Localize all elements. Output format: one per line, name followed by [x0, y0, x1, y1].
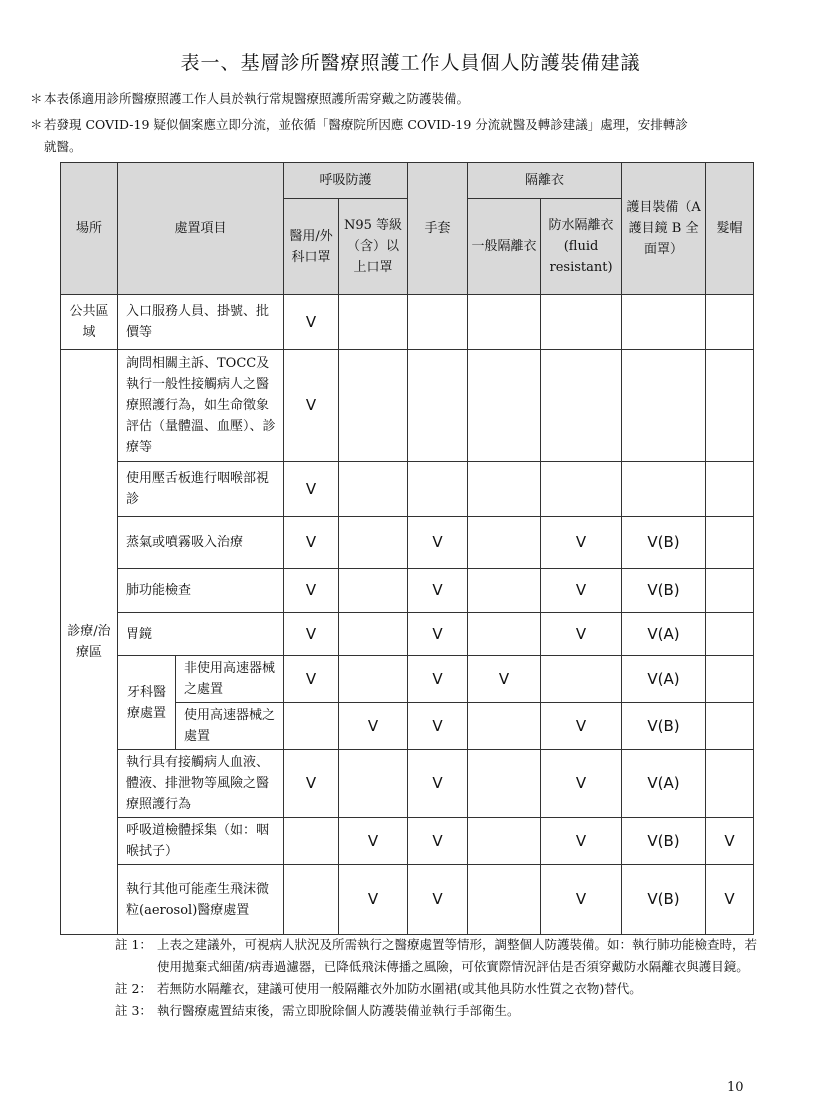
cell-gown-waterproof: V	[541, 865, 622, 935]
cell-n95	[339, 350, 408, 462]
cell-gloves: V	[408, 703, 468, 750]
cell-eye: V(B)	[622, 517, 706, 569]
cell-gown-waterproof	[541, 295, 622, 350]
footnote-1	[115, 934, 765, 978]
cell-gown-waterproof	[541, 350, 622, 462]
cell-n95	[339, 517, 408, 569]
cell-gown-waterproof	[541, 462, 622, 517]
footnotes	[115, 934, 765, 1022]
cell-gown-general	[468, 703, 541, 750]
cell-gown-general	[468, 350, 541, 462]
dental-group: 牙科醫療處置	[118, 656, 176, 750]
cell-gown-general	[468, 462, 541, 517]
cell-n95	[339, 569, 408, 613]
procedure-label: 執行其他可能產生飛沫微粒(aerosol)醫療處置	[118, 865, 284, 935]
ppe-table	[60, 162, 754, 935]
cell-mask: V	[284, 350, 339, 462]
cell-mask: V	[284, 613, 339, 656]
cell-n95: V	[339, 703, 408, 750]
cell-gloves: V	[408, 865, 468, 935]
header-location: 場所	[61, 163, 118, 295]
cell-gloves	[408, 350, 468, 462]
cell-eye: V(B)	[622, 569, 706, 613]
location-treatment: 診療/治療區	[61, 350, 118, 935]
cell-n95	[339, 462, 408, 517]
cell-cap	[706, 569, 754, 613]
footnote-label: 註 2：	[115, 981, 152, 996]
cell-n95	[339, 750, 408, 818]
footnote-2	[115, 978, 765, 1000]
header-n95: N95 等級（含）以上口罩	[339, 199, 408, 295]
cell-eye: V(A)	[622, 656, 706, 703]
cell-cap	[706, 613, 754, 656]
note-1-text: 本表係適用診所醫療照護工作人員於執行常規醫療照護所需穿戴之防護裝備。	[44, 91, 470, 106]
cell-eye: V(B)	[622, 818, 706, 865]
cell-eye	[622, 462, 706, 517]
cell-eye	[622, 350, 706, 462]
cell-n95	[339, 295, 408, 350]
bullet-star: ＊	[30, 91, 43, 106]
cell-n95: V	[339, 818, 408, 865]
cell-eye: V(A)	[622, 613, 706, 656]
procedure-label: 使用壓舌板進行咽喉部視診	[118, 462, 284, 517]
procedure-label: 蒸氣或噴霧吸入治療	[118, 517, 284, 569]
cell-mask: V	[284, 295, 339, 350]
cell-mask: V	[284, 462, 339, 517]
cell-gown-general	[468, 517, 541, 569]
cell-n95	[339, 613, 408, 656]
note-1	[30, 88, 469, 110]
cell-gown-general	[468, 818, 541, 865]
cell-gown-waterproof: V	[541, 750, 622, 818]
cell-gloves	[408, 462, 468, 517]
cell-mask: V	[284, 569, 339, 613]
cell-gown-waterproof: V	[541, 703, 622, 750]
page-title: 表一、基層診所醫療照護工作人員個人防護裝備建議	[180, 52, 641, 74]
cell-mask: V	[284, 517, 339, 569]
header-gown: 隔離衣	[468, 163, 622, 199]
location-public: 公共區域	[61, 295, 118, 350]
cell-gown-general: V	[468, 656, 541, 703]
cell-gloves: V	[408, 750, 468, 818]
header-surgical-mask: 醫用/外科口罩	[284, 199, 339, 295]
cell-gloves: V	[408, 613, 468, 656]
header-eye: 護目裝備（A 護目鏡 B 全面罩）	[622, 163, 706, 295]
note-2	[30, 114, 805, 158]
cell-gown-general	[468, 295, 541, 350]
cell-gloves: V	[408, 818, 468, 865]
procedure-label: 入口服務人員、掛號、批價等	[118, 295, 284, 350]
cell-gown-general	[468, 569, 541, 613]
footnote-label: 註 3：	[115, 1003, 152, 1018]
header-gloves: 手套	[408, 163, 468, 295]
procedure-label: 呼吸道檢體採集（如：咽喉拭子）	[118, 818, 284, 865]
cell-n95: V	[339, 865, 408, 935]
note-2-continuation: 就醫。	[44, 139, 82, 154]
header-gown-general: 一般隔離衣	[468, 199, 541, 295]
cell-mask: V	[284, 750, 339, 818]
cell-cap	[706, 750, 754, 818]
procedure-label: 肺功能檢查	[118, 569, 284, 613]
cell-gloves	[408, 295, 468, 350]
cell-eye	[622, 295, 706, 350]
cell-eye: V(B)	[622, 703, 706, 750]
cell-mask	[284, 818, 339, 865]
cell-mask	[284, 865, 339, 935]
footnote-label: 註 1：	[115, 937, 152, 952]
cell-gloves: V	[408, 517, 468, 569]
header-gown-waterproof: 防水隔離衣 (fluid resistant)	[541, 199, 622, 295]
procedure-label: 使用高速器械之處置	[176, 703, 284, 750]
cell-gown-waterproof: V	[541, 517, 622, 569]
cell-gown-general	[468, 613, 541, 656]
procedure-label: 胃鏡	[118, 613, 284, 656]
note-2-text: 若發現 COVID-19 疑似個案應立即分流，並依循「醫療院所因應 COVID-19 分流就醫及轉診建議」處理，安排轉診	[44, 117, 688, 132]
cell-cap	[706, 517, 754, 569]
cell-mask	[284, 703, 339, 750]
bullet-star: ＊	[30, 117, 43, 132]
cell-gloves: V	[408, 656, 468, 703]
cell-gown-general	[468, 750, 541, 818]
procedure-label: 執行具有接觸病人血液、體液、排泄物等風險之醫療照護行為	[118, 750, 284, 818]
cell-cap	[706, 295, 754, 350]
cell-eye: V(B)	[622, 865, 706, 935]
cell-gown-general	[468, 865, 541, 935]
cell-cap: V	[706, 818, 754, 865]
header-cap: 髮帽	[706, 163, 754, 295]
footnote-text: 若無防水隔離衣，建議可使用一般隔離衣外加防水圍裙(或其他具防水性質之衣物)替代。	[157, 981, 642, 996]
cell-cap: V	[706, 865, 754, 935]
cell-eye: V(A)	[622, 750, 706, 818]
procedure-label: 詢問相關主訴、TOCC及執行一般性接觸病人之醫療照護行為，如生命徵象評估（量體溫、血壓）、診療等	[118, 350, 284, 462]
cell-cap	[706, 703, 754, 750]
cell-gloves: V	[408, 569, 468, 613]
footnote-text: 執行醫療處置結束後，需立即脫除個人防護裝備並執行手部衛生。	[157, 1003, 520, 1018]
cell-mask: V	[284, 656, 339, 703]
cell-n95	[339, 656, 408, 703]
cell-gown-waterproof: V	[541, 818, 622, 865]
cell-cap	[706, 656, 754, 703]
cell-gown-waterproof: V	[541, 613, 622, 656]
cell-cap	[706, 350, 754, 462]
header-respiratory: 呼吸防護	[284, 163, 408, 199]
cell-gown-waterproof: V	[541, 569, 622, 613]
footnote-text: 上表之建議外，可視病人狀況及所需執行之醫療處置等情形，調整個人防護裝備。如：執行肺功能檢查時，若使用拋棄式細菌/病毒過濾器，已降低飛沫傳播之風險，可依實際情況評估是否須穿戴防水隔離衣與護目鏡。	[157, 937, 758, 974]
cell-cap	[706, 462, 754, 517]
page-number: 10	[727, 1080, 744, 1095]
cell-gown-waterproof	[541, 656, 622, 703]
procedure-label: 非使用高速器械之處置	[176, 656, 284, 703]
footnote-3	[115, 1000, 765, 1022]
header-procedure: 處置項目	[118, 163, 284, 295]
